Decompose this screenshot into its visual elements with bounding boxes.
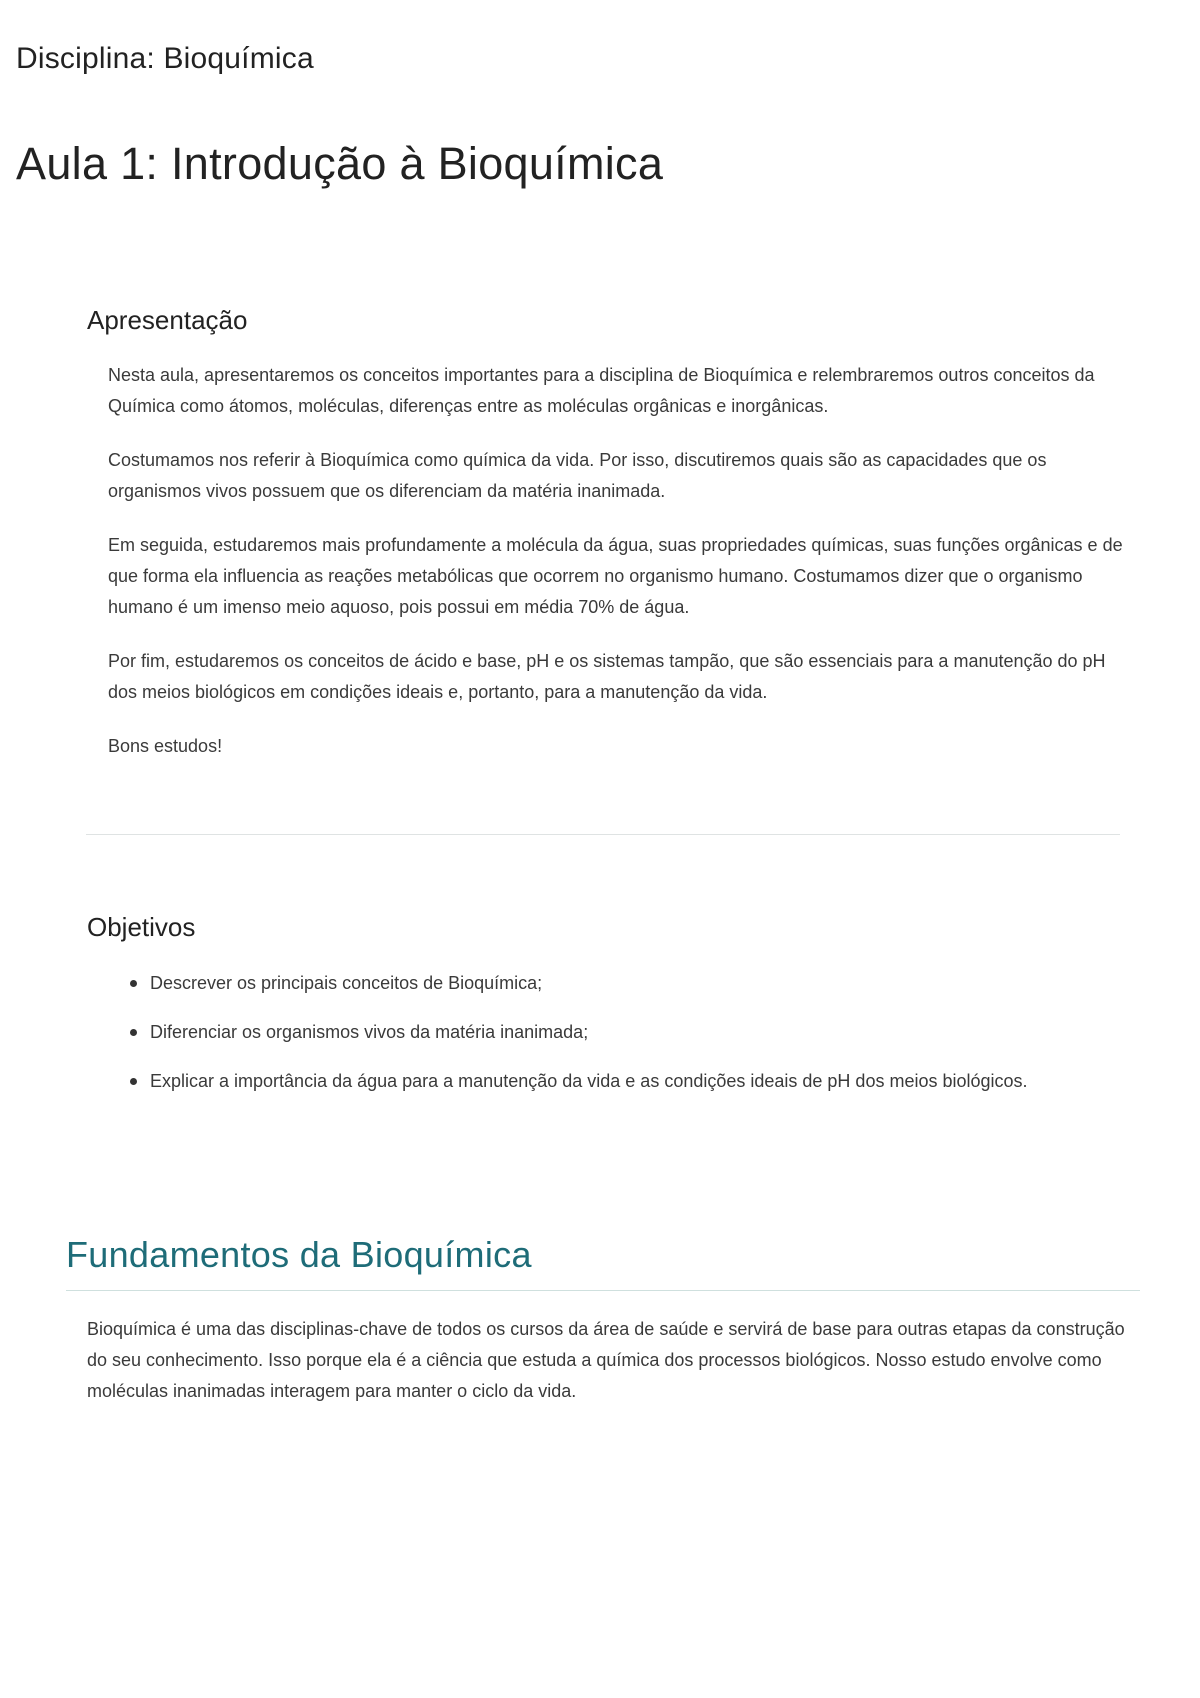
fundamentos-paragraph: Bioquímica é uma das disciplinas-chave de todos os cursos da área de saúde e servirá de base para outras etapas da construção do seu conhecimento. Isso porque ela é a ciência que estuda a química dos processos biológicos. Nosso estudo envolve como moléculas inanimadas interagem para manter o ciclo da vida. — [87, 1319, 1125, 1401]
objetivo-item — [150, 1017, 1028, 1048]
fundamentos-heading: Fundamentos da Bioquímica — [66, 1234, 532, 1275]
apresentacao-body — [108, 360, 1123, 785]
lesson-title: Aula 1: Introdução à Bioquímica — [16, 138, 664, 189]
apresentacao-paragraph: Nesta aula, apresentaremos os conceitos importantes para a disciplina de Bioquímica e relembraremos outros conceitos da Química como átomos, moléculas, diferenças entre as moléculas orgânicas e inorgânicas. — [108, 365, 1095, 416]
bullet-icon — [130, 980, 137, 987]
apresentacao-heading: Apresentação — [87, 305, 248, 335]
objetivo-text: Explicar a importância da água para a manutenção da vida e as condições ideais de pH dos meios biológicos. — [150, 1071, 1028, 1091]
fundamentos-underline — [66, 1290, 1140, 1291]
objetivos-heading: Objetivos — [87, 912, 196, 942]
apresentacao-paragraph: Por fim, estudaremos os conceitos de ácido e base, pH e os sistemas tampão, que são essenciais para a manutenção do pH dos meios biológicos em condições ideais e, portanto, para a manutenção da vida. — [108, 651, 1106, 702]
apresentacao-paragraph: Em seguida, estudaremos mais profundamente a molécula da água, suas propriedades químicas, suas funções orgânicas e de que forma ela influencia as reações metabólicas que ocorrem no organismo humano. Costumamos dizer que o organismo humano é um imenso meio aquoso, pois possui em média 70% de água. — [108, 535, 1123, 617]
objetivo-text: Diferenciar os organismos vivos da matéria inanimada; — [150, 1022, 589, 1042]
apresentacao-paragraph: Costumamos nos referir à Bioquímica como química da vida. Por isso, discutiremos quais são as capacidades que os organismos vivos possuem que os diferenciam da matéria inanimada. — [108, 450, 1047, 501]
objetivo-item — [150, 1066, 1028, 1097]
objetivos-list — [150, 968, 1028, 1115]
objetivo-text: Descrever os principais conceitos de Bioquímica; — [150, 973, 543, 993]
objetivo-item — [150, 968, 1028, 999]
discipline-label: Disciplina: Bioquímica — [16, 42, 314, 75]
section-divider — [86, 834, 1120, 835]
bullet-icon — [130, 1078, 137, 1085]
apresentacao-paragraph: Bons estudos! — [108, 736, 223, 756]
bullet-icon — [130, 1029, 137, 1036]
